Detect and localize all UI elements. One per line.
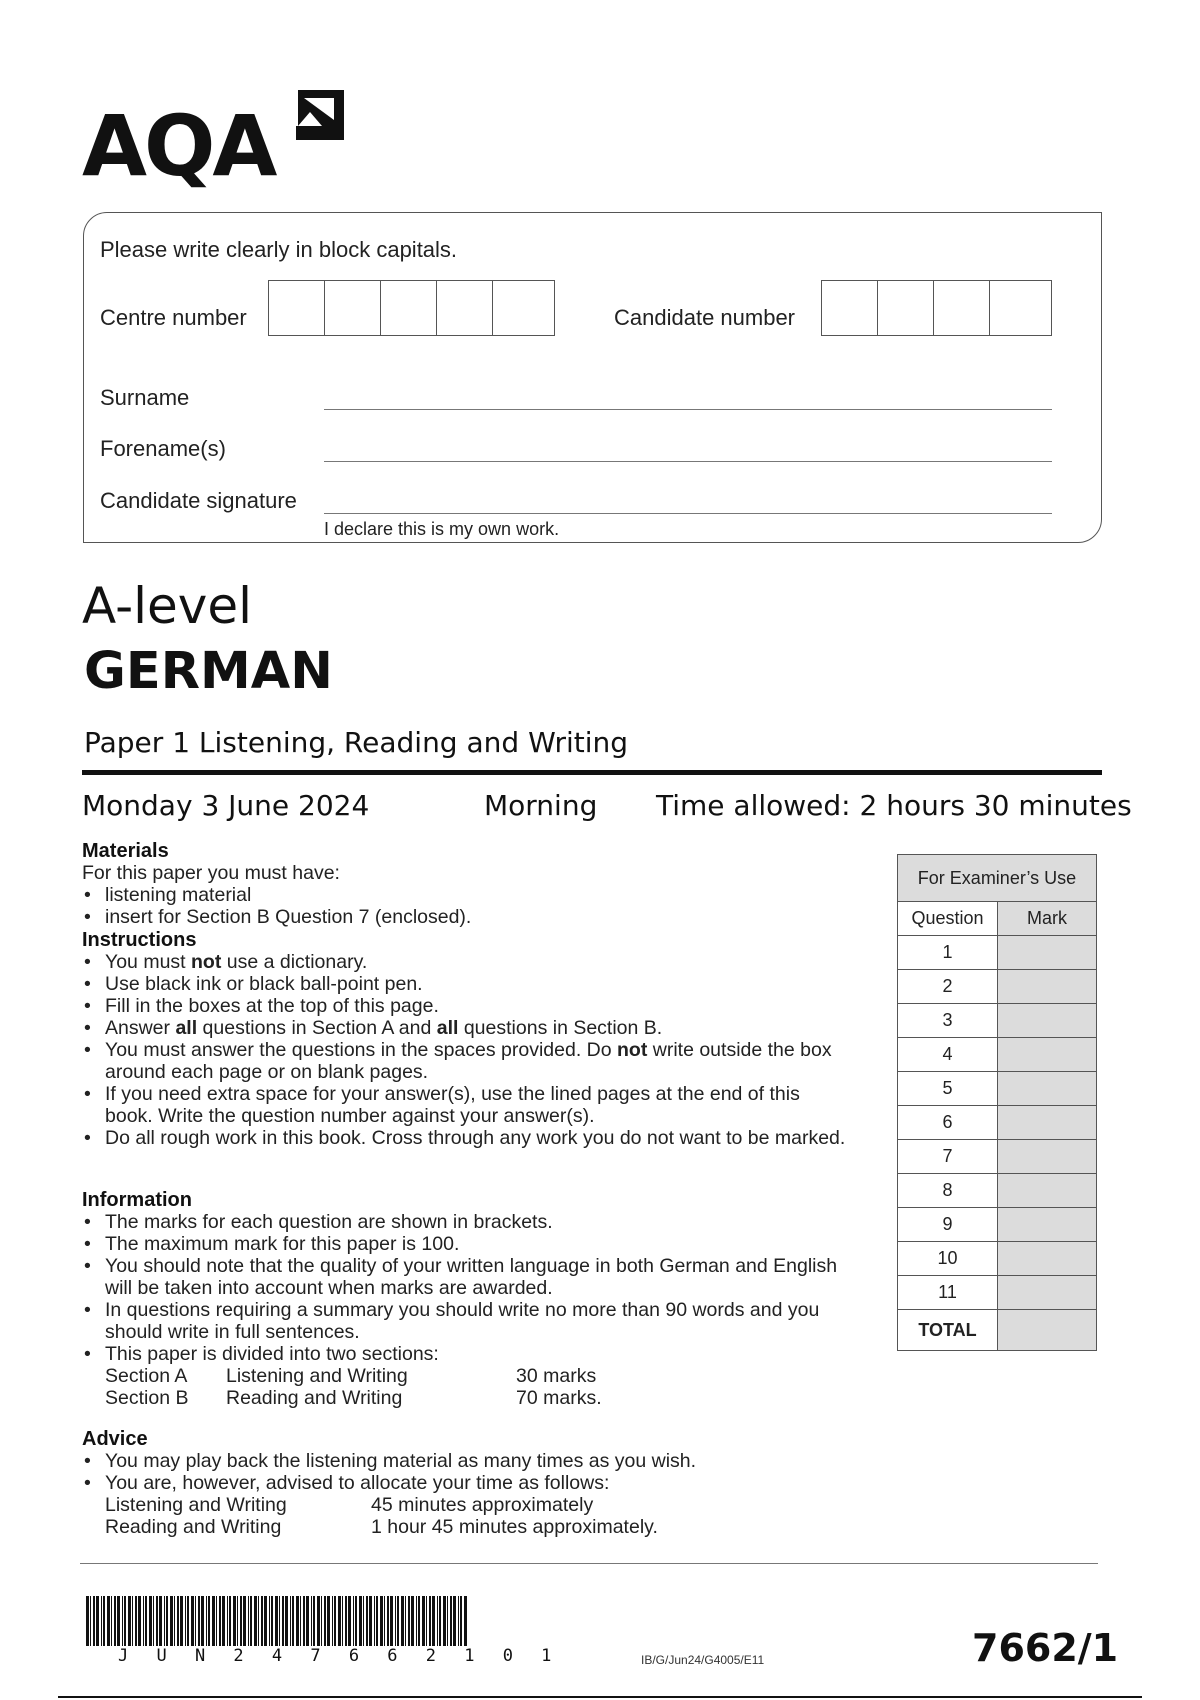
barcode-bar (464, 1596, 467, 1646)
barcode-bar (408, 1596, 410, 1646)
candidate-number-label: Candidate number (614, 305, 796, 330)
barcode-bar (166, 1596, 168, 1646)
barcode-bar (243, 1596, 246, 1646)
question-number-cell: 7 (898, 1140, 998, 1174)
page-bottom-rule (58, 1696, 1142, 1698)
instruction-text: You must (105, 951, 191, 973)
barcode-bar (122, 1596, 123, 1646)
question-number-cell: 6 (898, 1106, 998, 1140)
barcode-bar (290, 1596, 291, 1646)
barcode-bar (132, 1596, 133, 1646)
barcode-bar (275, 1596, 278, 1646)
barcode-bar (387, 1596, 389, 1646)
centre-number-boxes[interactable] (268, 280, 555, 336)
total-label-cell: TOTAL (898, 1310, 998, 1351)
barcode-bar (426, 1596, 427, 1646)
instruction-item (82, 1083, 852, 1127)
information-item: • This paper is divided into two sections: (82, 1343, 862, 1365)
mark-cell[interactable] (998, 936, 1097, 970)
barcode-bar (453, 1596, 456, 1646)
examiner-total-row (898, 1310, 1097, 1351)
title-rule (82, 770, 1102, 775)
centre-number-label: Centre number (100, 305, 247, 330)
instruction-text: If you need extra space for your answer(s), use the lined pages at the end of this book. Write the question number against your answer(s). (105, 1083, 800, 1127)
barcode-bar (208, 1596, 210, 1646)
barcode-text: J U N 2 4 7 6 6 2 1 0 1 (118, 1646, 561, 1666)
subject-title: GERMAN (84, 642, 333, 701)
mark-cell[interactable] (998, 1106, 1097, 1140)
question-number-cell: 8 (898, 1174, 998, 1208)
barcode-bar (258, 1596, 259, 1646)
barcode-bar (170, 1596, 173, 1646)
examiner-table-row (898, 1004, 1097, 1038)
advice-item: • You may play back the listening material as many times as you wish. (82, 1450, 862, 1472)
barcode-bar (422, 1596, 425, 1646)
barcode-bar (384, 1596, 385, 1646)
barcode-bar (380, 1596, 383, 1646)
barcode-bar (212, 1596, 215, 1646)
barcode-bar (439, 1596, 441, 1646)
barcode-bar (159, 1596, 162, 1646)
question-number-cell: 4 (898, 1038, 998, 1072)
mark-cell[interactable] (998, 1038, 1097, 1072)
candidate-number-digit-box[interactable] (990, 281, 1046, 335)
barcode-bar (111, 1596, 112, 1646)
advice-section (82, 1428, 862, 1538)
instruction-text: Do all rough work in this book. Cross through any work you do not want to be marked. (105, 1127, 846, 1149)
information-item: • The maximum mark for this paper is 100. (82, 1233, 862, 1255)
instruction-item (82, 973, 852, 995)
materials-heading: Materials (82, 840, 169, 862)
barcode-bar (311, 1596, 312, 1646)
mark-cell[interactable] (998, 1174, 1097, 1208)
barcode-bar (153, 1596, 154, 1646)
barcode-bar (103, 1596, 105, 1646)
examiner-table-row (898, 1140, 1097, 1174)
barcode-bar (114, 1596, 116, 1646)
barcode-bar (338, 1596, 341, 1646)
barcode-bar (366, 1596, 368, 1646)
surname-line[interactable] (324, 409, 1052, 410)
barcode-bar (313, 1596, 315, 1646)
materials-item: • insert for Section B Question 7 (enclosed). (82, 906, 862, 928)
barcode-bar (303, 1596, 305, 1646)
barcode-bar (180, 1596, 183, 1646)
signature-line[interactable] (324, 513, 1052, 514)
mark-cell[interactable] (998, 1004, 1097, 1038)
instructions-section (82, 929, 852, 1149)
allocation-part: Listening and Writing (105, 1494, 287, 1516)
sections-breakdown (82, 1365, 862, 1409)
barcode-bar (156, 1596, 158, 1646)
barcode-bar (292, 1596, 294, 1646)
barcode-bar (334, 1596, 336, 1646)
barcode-bar (345, 1596, 347, 1646)
section-a-name: Section A (105, 1365, 188, 1387)
barcode-bar (219, 1596, 221, 1646)
instruction-emphasis: all (175, 1017, 198, 1039)
instruction-text: You must answer the questions in the spaces provided. Do (105, 1039, 617, 1061)
information-item: • In questions requiring a summary you should write no more than 90 words and you should write in full sentences. (82, 1299, 862, 1343)
barcode-bar (222, 1596, 225, 1646)
instruction-item (82, 951, 852, 973)
examiner-table-title: For Examiner’s Use (898, 855, 1097, 902)
exam-date: Monday 3 June 2024 (82, 789, 370, 822)
centre-number-digit-box[interactable] (493, 281, 549, 335)
barcode-bar (437, 1596, 438, 1646)
advice-heading: Advice (82, 1428, 148, 1450)
barcode-bar (429, 1596, 431, 1646)
barcode-bar (191, 1596, 194, 1646)
barcode-bar (443, 1596, 446, 1646)
mark-cell[interactable] (998, 1208, 1097, 1242)
barcode-bar (447, 1596, 448, 1646)
surname-label: Surname (100, 385, 190, 410)
barcode-bar (342, 1596, 343, 1646)
barcode-bar (460, 1596, 462, 1646)
barcode-bar (177, 1596, 179, 1646)
barcode-icon (86, 1596, 472, 1646)
barcode-bar (101, 1596, 102, 1646)
barcode-bar (135, 1596, 137, 1646)
barcode-bar (306, 1596, 309, 1646)
barcode-bar (86, 1596, 89, 1646)
instruction-text: write outside the box around each page or on blank pages. (105, 1039, 832, 1083)
barcode-bar (264, 1596, 267, 1646)
examiner-table-row (898, 970, 1097, 1004)
barcode-bar (237, 1596, 238, 1646)
question-number-cell: 2 (898, 970, 998, 1004)
barcode-bar (240, 1596, 242, 1646)
information-item: • The marks for each question are shown in brackets. (82, 1211, 862, 1233)
barcode-bar (201, 1596, 204, 1646)
barcode-bar (353, 1596, 354, 1646)
barcode-bar (233, 1596, 236, 1646)
barcode-bar (279, 1596, 280, 1646)
barcode-bar (416, 1596, 417, 1646)
barcode-bar (359, 1596, 362, 1646)
barcode-bar (254, 1596, 257, 1646)
instruction-text: questions in Section B. (458, 1017, 663, 1039)
instruction-item (82, 1039, 852, 1083)
barcode-bar (143, 1596, 144, 1646)
barcode-bar (93, 1596, 95, 1646)
question-number-cell: 11 (898, 1276, 998, 1310)
barcode-bar (107, 1596, 110, 1646)
allocation-time: 45 minutes approximately (371, 1494, 594, 1516)
section-b-name: Section B (105, 1387, 189, 1409)
centre-number-digit-box[interactable] (325, 281, 381, 335)
instruction-item (82, 1127, 852, 1149)
barcode-bar (376, 1596, 378, 1646)
barcode-bar (138, 1596, 141, 1646)
section-b-marks: 70 marks. (516, 1387, 602, 1409)
aqa-logo (82, 90, 344, 195)
barcode-bar (405, 1596, 406, 1646)
barcode-bar (96, 1596, 99, 1646)
mark-cell[interactable] (998, 970, 1097, 1004)
barcode-bar (321, 1596, 322, 1646)
barcode-bar (90, 1596, 91, 1646)
candidate-number-boxes[interactable] (821, 280, 1052, 336)
barcode-bar (185, 1596, 186, 1646)
barcode-bar (418, 1596, 420, 1646)
information-item: • You should note that the quality of your written language in both German and English will be taken into account when marks are awarded. (82, 1255, 862, 1299)
barcode-bar (317, 1596, 320, 1646)
instructions-list (82, 951, 852, 1149)
question-number-cell: 5 (898, 1072, 998, 1106)
materials-section (82, 840, 862, 928)
document-reference: IB/G/Jun24/G4005/E11 (641, 1653, 765, 1667)
barcode-bar (117, 1596, 120, 1646)
barcode-bar (327, 1596, 330, 1646)
barcode-bar (332, 1596, 333, 1646)
candidate-number-digit-box[interactable] (934, 281, 990, 335)
forenames-label: Forename(s) (100, 436, 226, 461)
exam-session: Morning (484, 789, 598, 822)
barcode-bar (145, 1596, 147, 1646)
barcode-bar (269, 1596, 270, 1646)
examiner-table-row (898, 1208, 1097, 1242)
forenames-line[interactable] (324, 461, 1052, 462)
mark-cell[interactable] (998, 1242, 1097, 1276)
logo-text: AQA (82, 97, 275, 195)
barcode-bar (355, 1596, 357, 1646)
instructions-heading: Instructions (82, 929, 197, 951)
information-section (82, 1189, 862, 1409)
instruction-emphasis: all (436, 1017, 459, 1039)
section-b-skill: Reading and Writing (226, 1387, 403, 1409)
barcode-bar (458, 1596, 459, 1646)
paper-code: 7662/1 (972, 1626, 1119, 1670)
barcode-bar (174, 1596, 175, 1646)
advice-item: • You are, however, advised to allocate your time as follows: (82, 1472, 862, 1494)
barcode-bar (195, 1596, 196, 1646)
centre-number-digit-box[interactable] (381, 281, 437, 335)
barcode-bar (401, 1596, 404, 1646)
candidate-number-digit-box[interactable] (822, 281, 878, 335)
question-number-cell: 10 (898, 1242, 998, 1276)
question-number-cell: 3 (898, 1004, 998, 1038)
examiner-use-table (897, 854, 1097, 1351)
total-mark-cell[interactable] (998, 1310, 1097, 1351)
footer-rule (80, 1563, 1098, 1564)
barcode-bar (363, 1596, 364, 1646)
candidate-details-box (83, 212, 1102, 543)
barcode-bar (261, 1596, 263, 1646)
barcode-bar (198, 1596, 200, 1646)
time-allowed: Time allowed: 2 hours 30 minutes (656, 789, 1132, 822)
question-number-cell: 1 (898, 936, 998, 970)
barcode-bar (348, 1596, 351, 1646)
barcode-bar (164, 1596, 165, 1646)
examiner-table-row (898, 1038, 1097, 1072)
barcode-bar (411, 1596, 414, 1646)
barcode-bar (397, 1596, 399, 1646)
examiner-table-row (898, 1072, 1097, 1106)
instruction-text: Use black ink or black ball-point pen. (105, 973, 423, 995)
barcode-bar (300, 1596, 301, 1646)
time-allocation (82, 1494, 862, 1538)
block-capitals-instruction: Please write clearly in block capitals. (100, 237, 458, 262)
centre-number-digit-box[interactable] (437, 281, 493, 335)
question-column-header: Question (898, 902, 998, 936)
instruction-item (82, 1017, 852, 1039)
examiner-table-row (898, 936, 1097, 970)
declaration-text: I declare this is my own work. (324, 519, 560, 539)
barcode-bar (216, 1596, 217, 1646)
mark-cell[interactable] (998, 1072, 1097, 1106)
information-heading: Information (82, 1189, 192, 1211)
section-a-marks: 30 marks (516, 1365, 597, 1387)
barcode-bar (124, 1596, 126, 1646)
centre-number-digit-box[interactable] (269, 281, 325, 335)
materials-item: • listening material (82, 884, 862, 906)
barcode-bar (324, 1596, 326, 1646)
instruction-text: use a dictionary. (221, 951, 368, 973)
examiner-table-row (898, 1174, 1097, 1208)
candidate-number-digit-box[interactable] (878, 281, 934, 335)
materials-intro: For this paper you must have: (82, 862, 340, 884)
barcode-bar (128, 1596, 131, 1646)
instruction-item (82, 995, 852, 1017)
signature-label: Candidate signature (100, 488, 297, 513)
allocation-time: 1 hour 45 minutes approximately. (371, 1516, 658, 1538)
examiner-table-row (898, 1106, 1097, 1140)
barcode-bar (432, 1596, 435, 1646)
barcode-bar (248, 1596, 249, 1646)
barcode-bar (296, 1596, 299, 1646)
paper-title: Paper 1 Listening, Reading and Writing (84, 726, 629, 759)
instruction-emphasis: not (191, 951, 222, 973)
mark-cell[interactable] (998, 1276, 1097, 1310)
examiner-table-row (898, 1242, 1097, 1276)
barcode-bar (227, 1596, 228, 1646)
barcode-bar (187, 1596, 189, 1646)
instruction-text: Fill in the boxes at the top of this page. (105, 995, 439, 1017)
instruction-text: Answer (105, 1017, 176, 1039)
section-a-skill: Listening and Writing (226, 1365, 408, 1387)
qualification-level: A-level (82, 577, 253, 635)
barcode-bar (285, 1596, 288, 1646)
barcode-bar (390, 1596, 393, 1646)
barcode-bar (149, 1596, 152, 1646)
mark-column-header: Mark (998, 902, 1097, 936)
barcode-bar (374, 1596, 375, 1646)
barcode-bar (271, 1596, 273, 1646)
barcode-bar (450, 1596, 452, 1646)
barcode-bar (395, 1596, 396, 1646)
barcode-bar (369, 1596, 372, 1646)
examiner-table-row (898, 1276, 1097, 1310)
question-number-cell: 9 (898, 1208, 998, 1242)
barcode-bar (206, 1596, 207, 1646)
instruction-text: questions in Section A and (197, 1017, 437, 1039)
allocation-part: Reading and Writing (105, 1516, 282, 1538)
instruction-emphasis: not (617, 1039, 648, 1061)
mark-cell[interactable] (998, 1140, 1097, 1174)
barcode-bar (229, 1596, 231, 1646)
barcode-bar (282, 1596, 284, 1646)
logo-mark-icon (288, 90, 344, 150)
barcode-bar (250, 1596, 252, 1646)
